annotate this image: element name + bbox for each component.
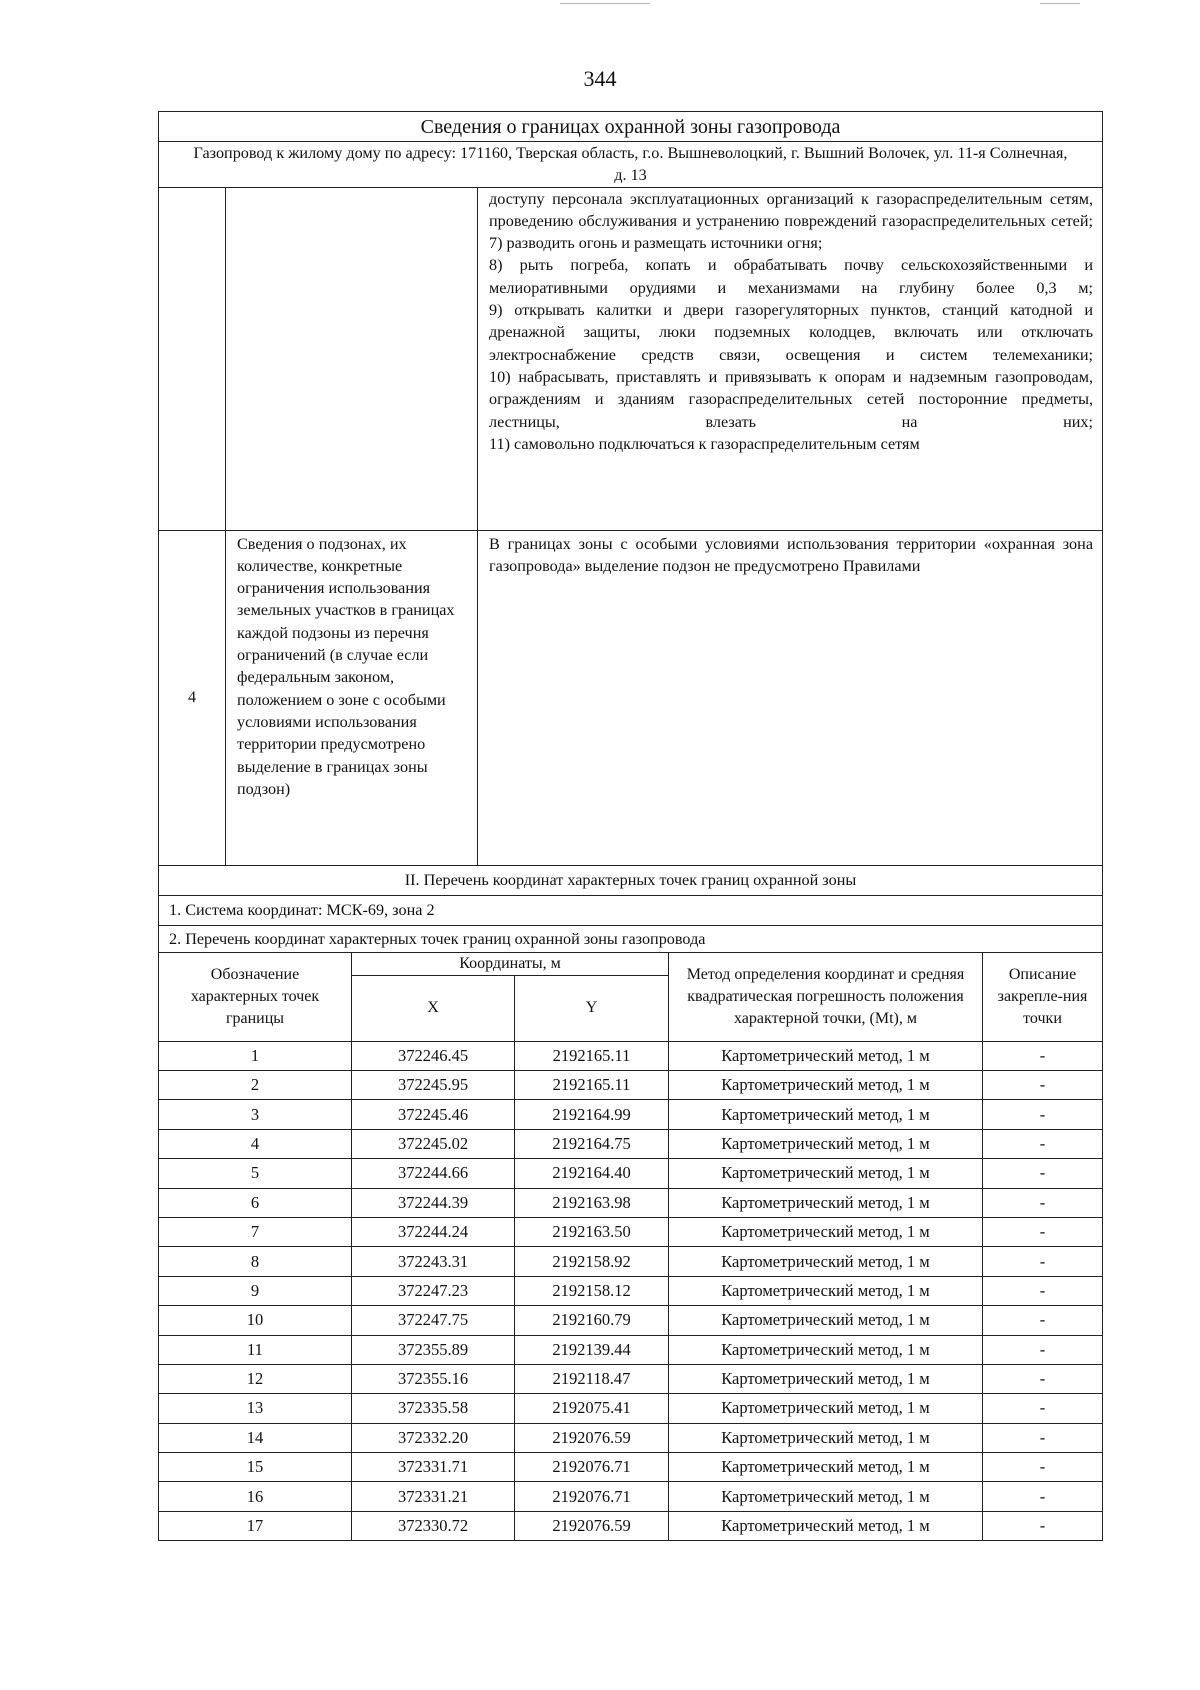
scan-line <box>560 3 650 4</box>
description-cell: - <box>983 1129 1103 1158</box>
x-coordinate-cell: 372245.46 <box>352 1100 515 1129</box>
x-coordinate-cell: 372245.95 <box>352 1070 515 1099</box>
table-row <box>159 1188 1103 1217</box>
x-coordinate-cell: 372331.21 <box>352 1482 515 1511</box>
description-cell: - <box>983 1276 1103 1305</box>
table-row <box>159 1100 1103 1129</box>
subzone-value: В границах зоны с особыми условиями использования территории «охранная зона газопровода» выделение подзон не предусмотрено Правилами <box>478 530 1103 865</box>
restriction-paragraph: 9) открывать калитки и двери газорегуляторных пунктов, станций катодной и дренажной защиты, люки подземных колодцев, включать или отключать электроснабжение средств связи, освещения и систем телемеханики; <box>489 301 1093 364</box>
x-coordinate-cell: 372245.02 <box>352 1129 515 1158</box>
header-y: Y <box>515 975 669 1041</box>
x-coordinate-cell: 372331.71 <box>352 1453 515 1482</box>
section-title: II. Перечень координат характерных точек границ охранной зоны <box>159 865 1103 895</box>
point-number-cell: 12 <box>159 1364 352 1393</box>
y-coordinate-cell: 2192164.40 <box>515 1159 669 1188</box>
method-cell: Картометрический метод, 1 м <box>669 1100 983 1129</box>
method-cell: Картометрический метод, 1 м <box>669 1364 983 1393</box>
method-cell: Картометрический метод, 1 м <box>669 1335 983 1364</box>
point-number-cell: 7 <box>159 1217 352 1246</box>
coord-list-title: 2. Перечень координат характерных точек границ охранной зоны газопровода <box>159 925 1103 952</box>
document-body <box>158 111 1102 1541</box>
x-coordinate-cell: 372246.45 <box>352 1041 515 1070</box>
table-row <box>159 1217 1103 1246</box>
header-coordinates: Координаты, м <box>352 952 669 975</box>
x-coordinate-cell: 372244.66 <box>352 1159 515 1188</box>
coordinates-rows <box>159 1041 1103 1541</box>
x-coordinate-cell: 372335.58 <box>352 1394 515 1423</box>
restrictions-cell <box>478 187 1103 530</box>
point-number-cell: 3 <box>159 1100 352 1129</box>
point-number-cell: 13 <box>159 1394 352 1423</box>
restriction-paragraph: 8) рыть погреба, копать и обрабатывать почву сельскохозяйственными и мелиоративными орудиями и механизмами на глубину более 0,3 м; <box>489 256 1093 297</box>
method-cell: Картометрический метод, 1 м <box>669 1511 983 1540</box>
subzone-label: Сведения о подзонах, их количестве, конкретные ограничения использования земельных участков в границах каждой подзоны из перечня ограничений (в случае если федеральным законом, положением о зоне с особыми условиями использования территории предусмотрено выделение в границах зоны подзон) <box>226 530 478 865</box>
document-subtitle: Газопровод к жилому дому по адресу: 171160, Тверская область, г.о. Вышневолоцкий, г. Вышний Волочек, ул. 11-я Солнечная, д. 13 <box>159 142 1103 188</box>
header-x: X <box>352 975 515 1041</box>
x-coordinate-cell: 372332.20 <box>352 1423 515 1452</box>
restriction-paragraph: 7) разводить огонь и размещать источники огня; <box>489 234 823 253</box>
header-point: Обозначение характерных точек границы <box>159 952 352 1041</box>
restriction-paragraph: доступу персонала эксплуатационных организаций к газораспределительным сетям, проведению обслуживания и устранению повреждений газораспределительных сетей; <box>489 189 1093 230</box>
point-number-cell: 17 <box>159 1511 352 1540</box>
description-cell: - <box>983 1159 1103 1188</box>
y-coordinate-cell: 2192076.71 <box>515 1453 669 1482</box>
page-number: 344 <box>583 66 617 91</box>
point-number-cell: 1 <box>159 1041 352 1070</box>
x-coordinate-cell: 372247.23 <box>352 1276 515 1305</box>
table-row <box>159 1335 1103 1364</box>
x-coordinate-cell: 372355.89 <box>352 1335 515 1364</box>
description-cell: - <box>983 1335 1103 1364</box>
method-cell: Картометрический метод, 1 м <box>669 1453 983 1482</box>
description-cell: - <box>983 1394 1103 1423</box>
document-title: Сведения о границах охранной зоны газопровода <box>159 112 1103 142</box>
method-cell: Картометрический метод, 1 м <box>669 1276 983 1305</box>
table-row <box>159 1276 1103 1305</box>
restriction-paragraph: 11) самовольно подключаться к газораспределительным сетям <box>489 434 920 453</box>
description-cell: - <box>983 1217 1103 1246</box>
method-cell: Картометрический метод, 1 м <box>669 1306 983 1335</box>
description-cell: - <box>983 1306 1103 1335</box>
description-cell: - <box>983 1247 1103 1276</box>
point-number-cell: 15 <box>159 1453 352 1482</box>
y-coordinate-cell: 2192164.75 <box>515 1129 669 1158</box>
y-coordinate-cell: 2192158.12 <box>515 1276 669 1305</box>
table-row <box>159 1306 1103 1335</box>
y-coordinate-cell: 2192075.41 <box>515 1394 669 1423</box>
info-table <box>158 111 1103 953</box>
point-number-cell: 14 <box>159 1423 352 1452</box>
method-cell: Картометрический метод, 1 м <box>669 1070 983 1099</box>
y-coordinate-cell: 2192118.47 <box>515 1364 669 1393</box>
description-cell: - <box>983 1100 1103 1129</box>
y-coordinate-cell: 2192160.79 <box>515 1306 669 1335</box>
point-number-cell: 4 <box>159 1129 352 1158</box>
table-row <box>159 1364 1103 1393</box>
y-coordinate-cell: 2192165.11 <box>515 1070 669 1099</box>
point-number-cell: 8 <box>159 1247 352 1276</box>
point-number-cell: 2 <box>159 1070 352 1099</box>
header-description: Описание закрепле-ния точки <box>983 952 1103 1041</box>
y-coordinate-cell: 2192158.92 <box>515 1247 669 1276</box>
method-cell: Картометрический метод, 1 м <box>669 1482 983 1511</box>
method-cell: Картометрический метод, 1 м <box>669 1247 983 1276</box>
table-row <box>159 1511 1103 1540</box>
description-cell: - <box>983 1482 1103 1511</box>
method-cell: Картометрический метод, 1 м <box>669 1394 983 1423</box>
coord-system: 1. Система координат: МСК-69, зона 2 <box>159 895 1103 925</box>
point-number-cell: 6 <box>159 1188 352 1217</box>
y-coordinate-cell: 2192163.50 <box>515 1217 669 1246</box>
table-row <box>159 1070 1103 1099</box>
table-row <box>159 1247 1103 1276</box>
y-coordinate-cell: 2192076.59 <box>515 1511 669 1540</box>
y-coordinate-cell: 2192163.98 <box>515 1188 669 1217</box>
table-row <box>159 1482 1103 1511</box>
point-number-cell: 11 <box>159 1335 352 1364</box>
table-row <box>159 1041 1103 1070</box>
y-coordinate-cell: 2192164.99 <box>515 1100 669 1129</box>
method-cell: Картометрический метод, 1 м <box>669 1188 983 1217</box>
y-coordinate-cell: 2192139.44 <box>515 1335 669 1364</box>
table-row <box>159 1423 1103 1452</box>
header-method: Метод определения координат и средняя квадратическая погрешность положения характерной точки, (Mt), м <box>669 952 983 1041</box>
description-cell: - <box>983 1511 1103 1540</box>
point-number-cell: 5 <box>159 1159 352 1188</box>
method-cell: Картометрический метод, 1 м <box>669 1423 983 1452</box>
description-cell: - <box>983 1423 1103 1452</box>
number-cell <box>159 187 226 530</box>
method-cell: Картометрический метод, 1 м <box>669 1159 983 1188</box>
scan-line <box>1040 3 1080 4</box>
y-coordinate-cell: 2192076.59 <box>515 1423 669 1452</box>
description-cell: - <box>983 1364 1103 1393</box>
x-coordinate-cell: 372244.39 <box>352 1188 515 1217</box>
x-coordinate-cell: 372244.24 <box>352 1217 515 1246</box>
coordinates-table <box>158 952 1103 1542</box>
description-cell: - <box>983 1070 1103 1099</box>
point-number-cell: 9 <box>159 1276 352 1305</box>
point-number-cell: 16 <box>159 1482 352 1511</box>
row-number: 4 <box>159 530 226 865</box>
description-cell: - <box>983 1453 1103 1482</box>
table-row <box>159 1159 1103 1188</box>
table-row <box>159 1453 1103 1482</box>
x-coordinate-cell: 372247.75 <box>352 1306 515 1335</box>
y-coordinate-cell: 2192076.71 <box>515 1482 669 1511</box>
description-cell: - <box>983 1041 1103 1070</box>
x-coordinate-cell: 372355.16 <box>352 1364 515 1393</box>
description-cell: - <box>983 1188 1103 1217</box>
x-coordinate-cell: 372330.72 <box>352 1511 515 1540</box>
method-cell: Картометрический метод, 1 м <box>669 1041 983 1070</box>
table-row <box>159 1129 1103 1158</box>
table-row <box>159 1394 1103 1423</box>
point-number-cell: 10 <box>159 1306 352 1335</box>
x-coordinate-cell: 372243.31 <box>352 1247 515 1276</box>
restriction-paragraph: 10) набрасывать, приставлять и привязывать к опорам и надземным газопроводам, ограждениям и зданиям газораспределительных сетей посторонние предметы, лестницы, влезать на них; <box>489 367 1093 431</box>
method-cell: Картометрический метод, 1 м <box>669 1129 983 1158</box>
method-cell: Картометрический метод, 1 м <box>669 1217 983 1246</box>
y-coordinate-cell: 2192165.11 <box>515 1041 669 1070</box>
label-cell <box>226 187 478 530</box>
